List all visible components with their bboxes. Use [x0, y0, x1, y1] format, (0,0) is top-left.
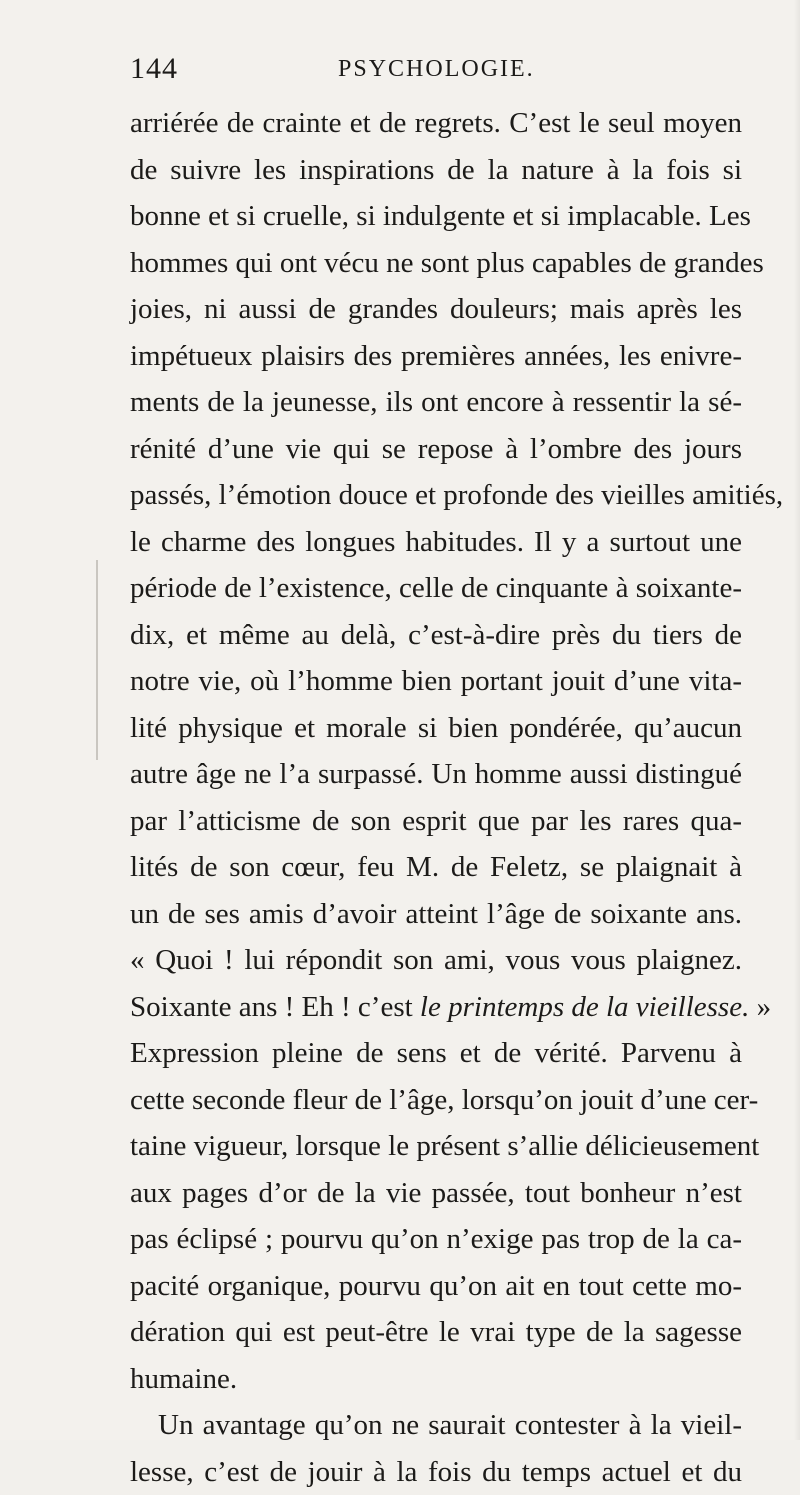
text-line: taine vigueur, lorsque le présent s’allie délicieusement — [130, 1123, 742, 1170]
page-number: 144 — [130, 52, 178, 86]
body-text — [130, 100, 742, 1495]
italic-quote: le printemps de la vieillesse. — [420, 991, 749, 1023]
page-edge-shadow — [794, 0, 800, 1440]
text-line: aux pages d’or de la vie passée, tout bonheur n’est — [130, 1170, 742, 1217]
text-line: joies, ni aussi de grandes douleurs; mais après les — [130, 286, 742, 333]
text-segment: Soixante ans ! Eh ! c’est — [130, 991, 420, 1023]
text-line: notre vie, où l’homme bien portant jouit d’une vita- — [130, 658, 742, 705]
text-line: pas éclipsé ; pourvu qu’on n’exige pas trop de la ca- — [130, 1216, 742, 1263]
running-head — [130, 52, 742, 92]
text-line-with-italic — [130, 984, 742, 1031]
text-line: autre âge ne l’a surpassé. Un homme aussi distingué — [130, 751, 742, 798]
text-line: de suivre les inspirations de la nature à la fois si — [130, 147, 742, 194]
text-line: « Quoi ! lui répondit son ami, vous vous plaignez. — [130, 937, 742, 984]
running-title: PSYCHOLOGIE. — [338, 56, 535, 83]
text-line: pacité organique, pourvu qu’on ait en tout cette mo- — [130, 1263, 742, 1310]
text-line: période de l’existence, celle de cinquante à soixante- — [130, 565, 742, 612]
text-line: passés, l’émotion douce et profonde des vieilles amitiés, — [130, 472, 742, 519]
text-line: rénité d’une vie qui se repose à l’ombre des jours — [130, 426, 742, 473]
paragraph-end-line: humaine. — [130, 1356, 742, 1403]
text-line: impétueux plaisirs des premières années, les enivre- — [130, 333, 742, 380]
text-line: bonne et si cruelle, si indulgente et si implacable. Les — [130, 193, 742, 240]
text-line: hommes qui ont vécu ne sont plus capables de grandes — [130, 240, 742, 287]
text-line: dération qui est peut-être le vrai type de la sagesse — [130, 1309, 742, 1356]
text-line: ments de la jeunesse, ils ont encore à ressentir la sé- — [130, 379, 742, 426]
text-line: cette seconde fleur de l’âge, lorsqu’on jouit d’une cer- — [130, 1077, 742, 1124]
text-line: le charme des longues habitudes. Il y a surtout une — [130, 519, 742, 566]
text-line: arriérée de crainte et de regrets. C’est le seul moyen — [130, 100, 742, 147]
text-line: Expression pleine de sens et de vérité. Parvenu à — [130, 1030, 742, 1077]
text-line: un de ses amis d’avoir atteint l’âge de soixante ans. — [130, 891, 742, 938]
text-segment: » — [749, 991, 771, 1023]
text-line: lités de son cœur, feu M. de Feletz, se plaignait à — [130, 844, 742, 891]
text-line: dix, et même au delà, c’est-à-dire près du tiers de — [130, 612, 742, 659]
text-line: lesse, c’est de jouir à la fois du temps actuel et du — [130, 1449, 742, 1495]
margin-shadow — [96, 560, 98, 760]
paragraph-start-line: Un avantage qu’on ne saurait contester à la vieil- — [130, 1402, 742, 1449]
text-line: par l’atticisme de son esprit que par les rares qua- — [130, 798, 742, 845]
text-line: lité physique et morale si bien pondérée, qu’aucun — [130, 705, 742, 752]
